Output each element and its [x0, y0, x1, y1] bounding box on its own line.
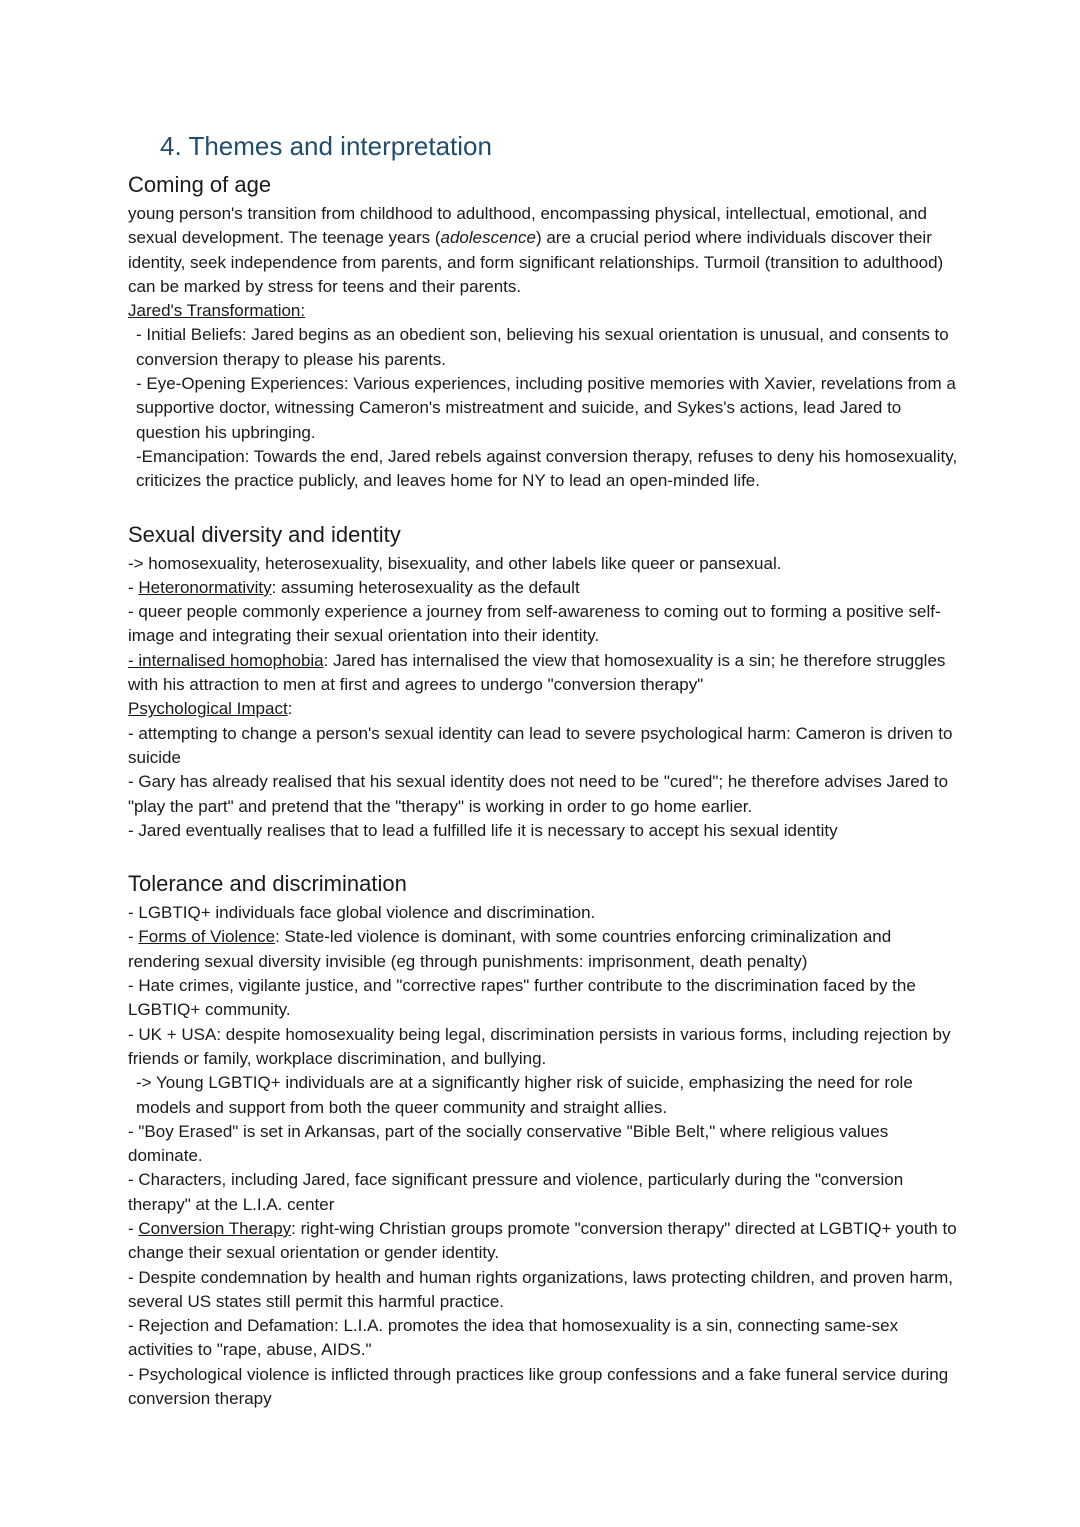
hetero-rest: : assuming heterosexuality as the default: [271, 577, 580, 597]
forms-prefix: -: [128, 927, 139, 947]
coming-of-age-intro: [128, 202, 958, 299]
conversion-therapy-term: Conversion Therapy: [138, 1218, 292, 1238]
document-page: [128, 128, 958, 1437]
psych-term: Psychological Impact: [128, 699, 288, 719]
heading-tolerance: Tolerance and discrimination: [128, 871, 407, 897]
section-tolerance: [128, 869, 958, 1411]
tolerance-line: - LGBTIQ+ individuals face global violence and discrimination.: [128, 903, 596, 923]
transformation-item: - Eye-Opening Experiences: Various experiences, including positive memories with Xavier, revelations from a supportive doctor, witnessing Cameron's mistreatment and suicide, and Sykes's actions, lead Jared to question his upbringing.: [136, 374, 956, 442]
transformation-item: -Emancipation: Towards the end, Jared rebels against conversion therapy, refuses to deny his homosexuality, criticizes the practice publicly, and leaves home for NY to lead an open-minded life.: [136, 446, 958, 491]
tolerance-line: - Hate crimes, vigilante justice, and "corrective rapes" further contribute to the discrimination faced by the LGBTIQ+ community.: [128, 976, 916, 1020]
conversion-therapy-line: [128, 1217, 958, 1266]
intro-text-b: ) are a crucial period where individuals discover their identity, seek independence from parents, and form significant relationships. Turmoil (transition to adulthood) can be marked by stress for teens and their parents.: [128, 228, 944, 296]
section-sexual-diversity: [128, 520, 958, 844]
labels-line: -> homosexuality, heterosexuality, bisexuality, and other labels like queer or pansexual.: [128, 553, 782, 573]
forms-of-violence-line: [128, 925, 958, 974]
conv-rest: : right-wing Christian groups promote "conversion therapy" directed at LGBTIQ+ youth to change their sexual orientation or gender identity.: [128, 1218, 957, 1263]
tolerance-line: - "Boy Erased" is set in Arkansas, part of the socially conservative "Bible Belt," where religious values dominate.: [128, 1121, 889, 1166]
heading-sexual-diversity: Sexual diversity and identity: [128, 521, 401, 547]
psych-item: - Gary has already realised that his sexual identity does not need to be "cured"; he therefore advises Jared to "play the part" and pretend that the "therapy" is working in order to go home earlier.: [128, 772, 949, 816]
psychological-impact-label: [128, 697, 958, 721]
jareds-transformation-label: Jared's Transformation:: [128, 301, 306, 321]
tolerance-line: - Psychological violence is inflicted through practices like group confessions and a fake funeral service during conversion therapy: [128, 1364, 949, 1409]
tolerance-line: -> Young LGBTIQ+ individuals are at a significantly higher risk of suicide, emphasizing the need for role models and support from both the queer community and straight allies.: [136, 1073, 913, 1117]
heading-coming-of-age: Coming of age: [128, 172, 272, 197]
internalised-homophobia-line: [128, 649, 958, 698]
transformation-item: - Initial Beliefs: Jared begins as an obedient son, believing his sexual orientation is unusual, and consents to conversion therapy to please his parents.: [136, 325, 949, 369]
heteronormativity-line: [128, 576, 958, 600]
tolerance-line: - Characters, including Jared, face significant pressure and violence, particularly during the "conversion therapy" at the L.I.A. center: [128, 1170, 904, 1214]
forms-rest: : State-led violence is dominant, with some countries enforcing criminalization and rendering sexual diversity invisible (eg through punishments: imprisonment, death penalty): [128, 927, 892, 971]
tolerance-line: - Despite condemnation by health and human rights organizations, laws protecting children, and proven harm, several US states still permit this harmful practice.: [128, 1267, 953, 1311]
psych-colon: :: [287, 699, 293, 719]
psych-item: - Jared eventually realises that to lead a fulfilled life it is necessary to accept his sexual identity: [128, 820, 838, 840]
tolerance-line: - UK + USA: despite homosexuality being legal, discrimination persists in various forms, including rejection by friends or family, workplace discrimination, and bullying.: [128, 1024, 951, 1068]
tolerance-line: - Rejection and Defamation: L.I.A. promotes the idea that homosexuality is a sin, connecting same-sex activities to "rape, abuse, AIDS.": [128, 1316, 899, 1360]
main-title: 4. Themes and interpretation: [160, 131, 492, 161]
hetero-prefix: -: [128, 577, 139, 597]
conv-prefix: -: [128, 1218, 139, 1238]
intro-emphasis: adolescence: [440, 228, 536, 248]
forms-of-violence-term: Forms of Violence: [138, 927, 276, 947]
internalised-homophobia-term: - internalised homophobia: [128, 650, 324, 670]
intro-text-a: young person's transition from childhood to adulthood, encompassing physical, intellectual, emotional, and sexual development. The teenage years (: [128, 204, 927, 248]
section-coming-of-age: [128, 170, 958, 494]
psych-item: - attempting to change a person's sexual identity can lead to severe psychological harm: Cameron is driven to suicide: [128, 723, 953, 767]
queer-journey-line: - queer people commonly experience a journey from self-awareness to coming out to forming a positive self-image and integrating their sexual orientation into their identity.: [128, 602, 941, 646]
heteronormativity-term: Heteronormativity: [138, 577, 272, 597]
internal-rest: : Jared has internalised the view that homosexuality is a sin; he therefore struggles with his attraction to men at first and agrees to undergo "conversion therapy": [128, 650, 946, 695]
